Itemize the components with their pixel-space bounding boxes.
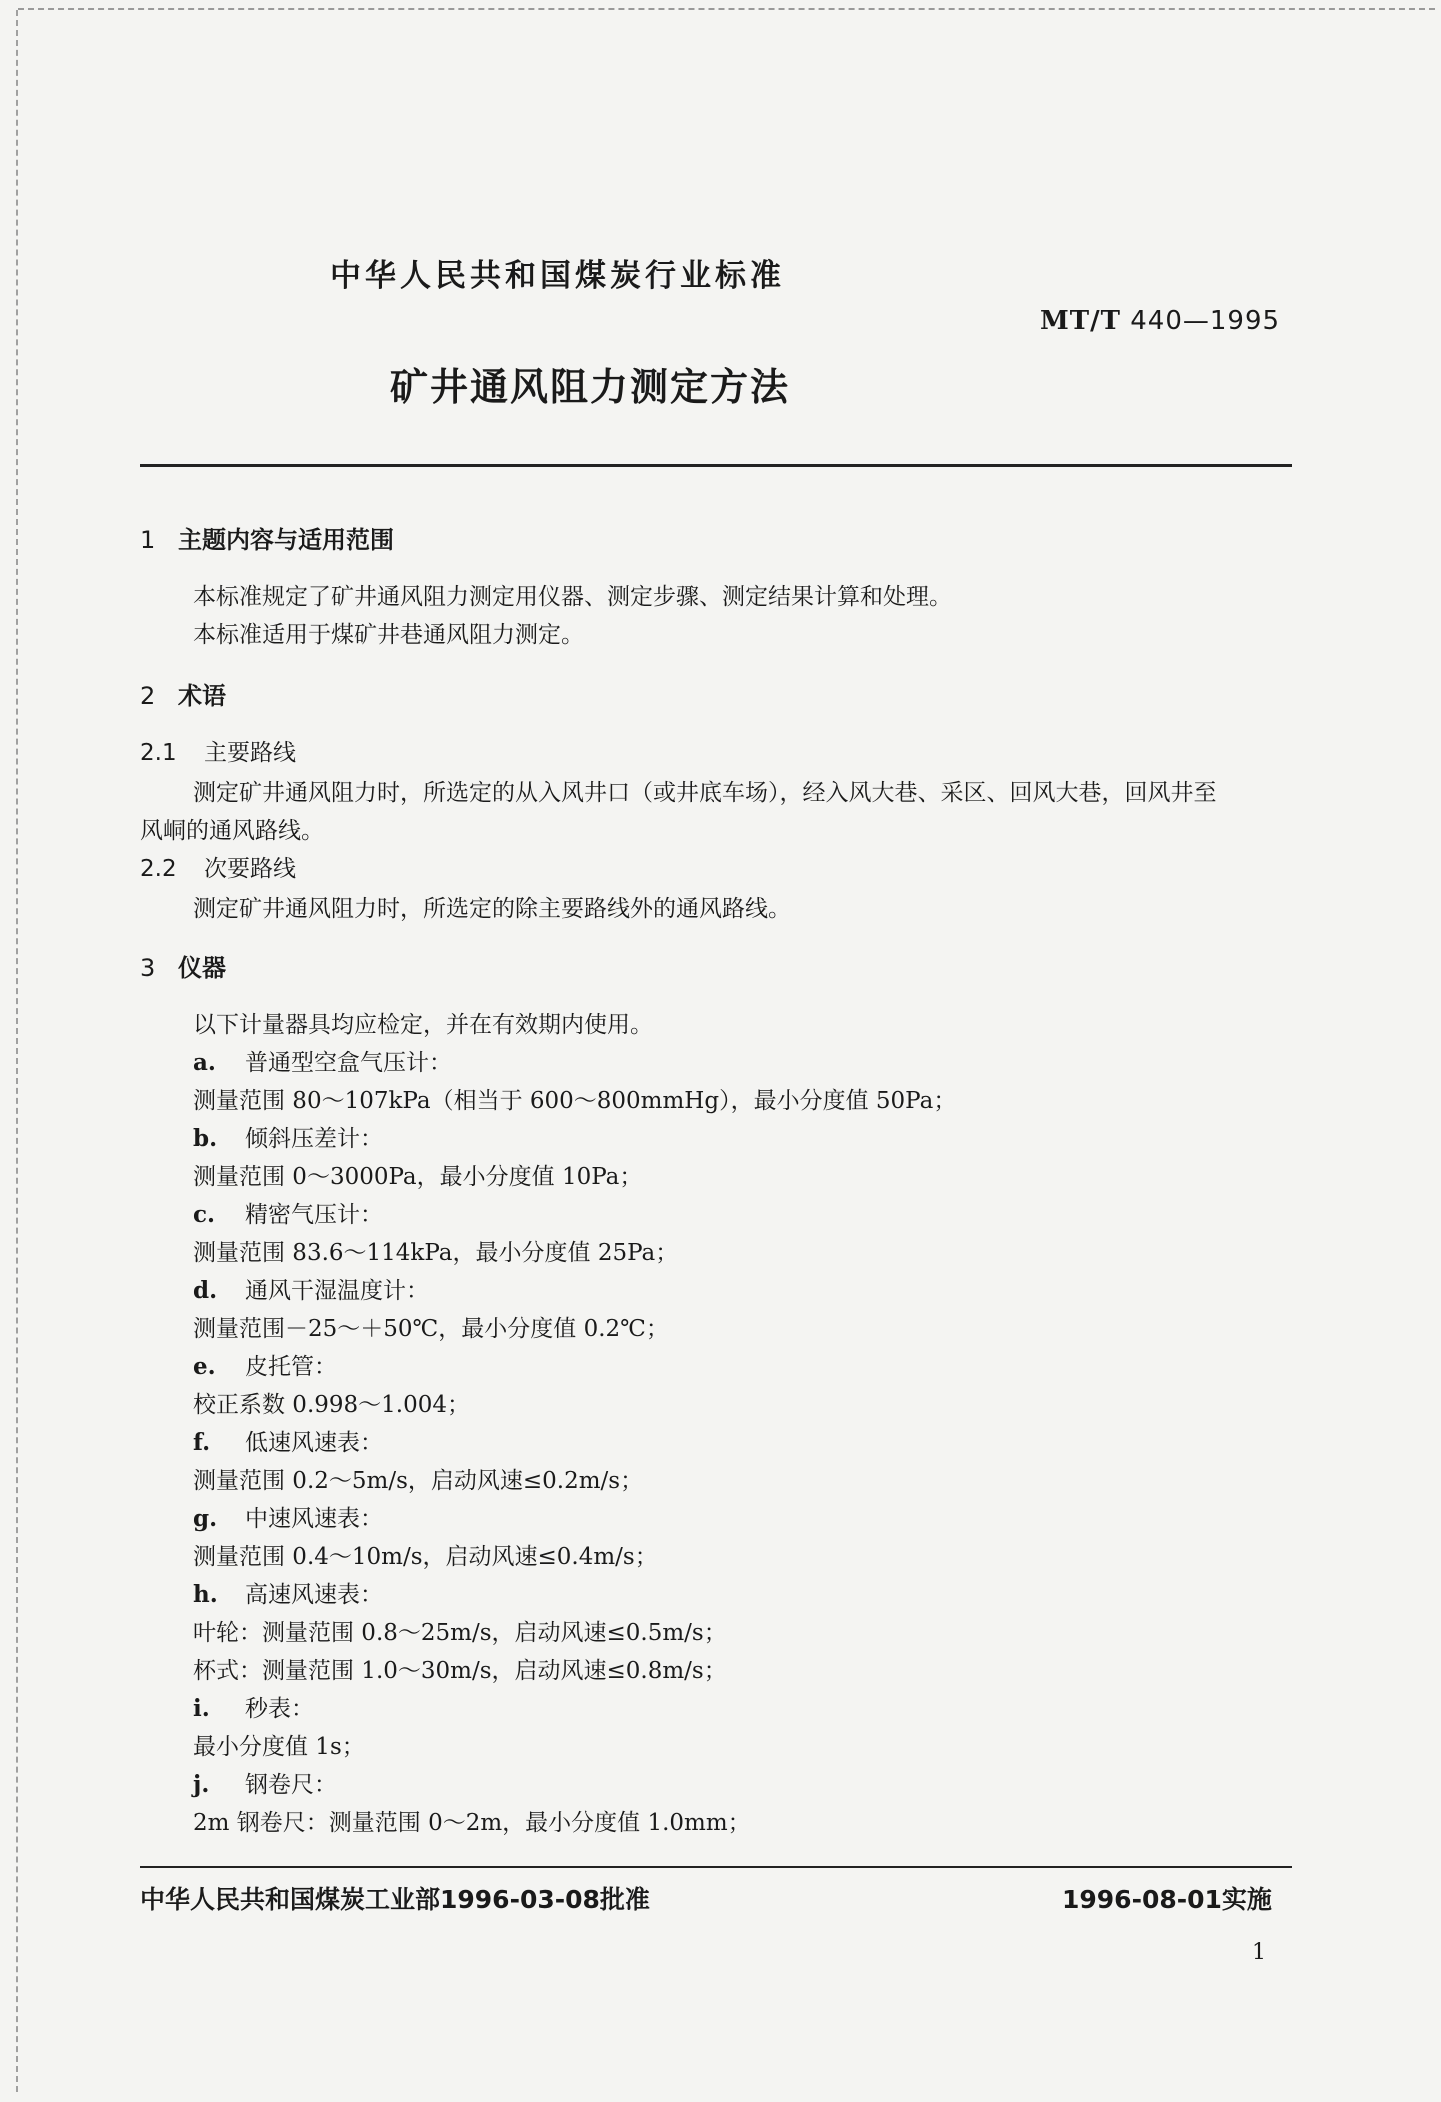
document-title: 矿井通风阻力测定方法: [390, 365, 791, 409]
instrument-h-detail-impeller: 叶轮：测量范围 0.8～25m/s，启动风速≤0.5m/s；: [193, 1620, 727, 1646]
instrument-i-name: [193, 1690, 314, 1723]
item-letter: a.: [193, 1049, 216, 1076]
scan-border-top: [18, 8, 1435, 10]
subsection-2-2-line-1: 测定矿井通风阻力时，所选定的除主要路线外的通风路线。: [193, 896, 791, 922]
section-number: 3: [140, 954, 156, 982]
section-title: 主题内容与适用范围: [178, 526, 394, 554]
item-letter: b.: [193, 1125, 218, 1152]
section-1-para-2: 本标准适用于煤矿井巷通风阻力测定。: [193, 622, 584, 648]
instrument-a-name: [193, 1044, 452, 1077]
item-letter: f.: [193, 1429, 211, 1456]
section-number: 2: [140, 682, 156, 710]
item-name: 通风干湿温度计：: [245, 1278, 429, 1304]
instrument-f-name: [193, 1424, 383, 1457]
approval-line: 中华人民共和国煤炭工业部1996-03-08批准: [140, 1885, 650, 1914]
item-letter: d.: [193, 1277, 218, 1304]
instrument-d-detail: 测量范围－25～＋50℃，最小分度值 0.2℃；: [193, 1316, 669, 1342]
section-1-heading: [140, 520, 394, 555]
item-letter: i.: [193, 1695, 210, 1722]
section-3-intro: 以下计量器具均应检定，并在有效期内使用。: [193, 1012, 653, 1038]
item-name: 低速风速表：: [245, 1430, 383, 1456]
standard-code: [1040, 306, 1280, 336]
subsection-title: 次要路线: [204, 856, 296, 882]
subsection-2-2-heading: [140, 850, 296, 883]
item-letter: h.: [193, 1581, 218, 1608]
header-rule: [140, 464, 1292, 467]
section-number: 1: [140, 526, 156, 554]
instrument-j-detail: 2m 钢卷尺：测量范围 0～2m，最小分度值 1.0mm；: [193, 1810, 751, 1836]
effective-date: 1996-08-01实施: [1062, 1885, 1272, 1914]
item-letter: j.: [193, 1771, 210, 1798]
item-name: 高速风速表：: [245, 1582, 383, 1608]
footer-rule: [140, 1866, 1292, 1868]
instrument-c-detail: 测量范围 83.6～114kPa，最小分度值 25Pa；: [193, 1240, 679, 1266]
item-name: 钢卷尺：: [245, 1772, 337, 1798]
item-letter: c.: [193, 1201, 216, 1228]
subsection-2-1-line-1: 测定矿井通风阻力时，所选定的从入风井口（或井底车场），经入风大巷、采区、回风大巷，回风井至: [193, 780, 1217, 806]
instrument-b-name: [193, 1120, 383, 1153]
instrument-d-name: [193, 1272, 429, 1305]
item-name: 倾斜压差计：: [245, 1126, 383, 1152]
standard-organization: 中华人民共和国煤炭行业标准: [330, 258, 785, 294]
item-name: 中速风速表：: [245, 1506, 383, 1532]
subsection-title: 主要路线: [204, 740, 296, 766]
page-number: 1: [1252, 1940, 1266, 1965]
subsection-number: 2.2: [140, 856, 177, 882]
subsection-2-1-heading: [140, 734, 296, 767]
section-title: 术语: [178, 682, 226, 710]
instrument-b-detail: 测量范围 0～3000Pa，最小分度值 10Pa；: [193, 1164, 643, 1190]
standard-code-number: 440—1995: [1130, 306, 1281, 336]
instrument-c-name: [193, 1196, 383, 1229]
item-letter: e.: [193, 1353, 216, 1380]
item-name: 秒表：: [245, 1696, 314, 1722]
instrument-e-detail: 校正系数 0.998～1.004；: [193, 1392, 470, 1418]
item-name: 普通型空盒气压计：: [245, 1050, 452, 1076]
item-name: 精密气压计：: [245, 1202, 383, 1228]
instrument-h-detail-cup: 杯式：测量范围 1.0～30m/s，启动风速≤0.8m/s；: [193, 1658, 727, 1684]
instrument-j-name: [193, 1766, 337, 1799]
section-1-para-1: 本标准规定了矿井通风阻力测定用仪器、测定步骤、测定结果计算和处理。: [193, 584, 952, 610]
instrument-h-name: [193, 1576, 383, 1609]
instrument-i-detail: 最小分度值 1s；: [193, 1734, 365, 1760]
section-2-heading: [140, 676, 226, 711]
standard-code-prefix: MT/T: [1040, 306, 1121, 336]
scan-border-left: [16, 10, 18, 2092]
instrument-e-name: [193, 1348, 337, 1381]
instrument-a-detail: 测量范围 80～107kPa（相当于 600～800mmHg），最小分度值 50Pa；: [193, 1088, 957, 1114]
instrument-g-name: [193, 1500, 383, 1533]
subsection-number: 2.1: [140, 740, 177, 766]
item-letter: g.: [193, 1505, 218, 1532]
instrument-g-detail: 测量范围 0.4～10m/s，启动风速≤0.4m/s；: [193, 1544, 658, 1570]
instrument-f-detail: 测量范围 0.2～5m/s，启动风速≤0.2m/s；: [193, 1468, 644, 1494]
section-title: 仪器: [178, 954, 226, 982]
item-name: 皮托管：: [245, 1354, 337, 1380]
subsection-2-1-line-2: 风峒的通风路线。: [140, 818, 324, 844]
section-3-heading: [140, 948, 226, 983]
